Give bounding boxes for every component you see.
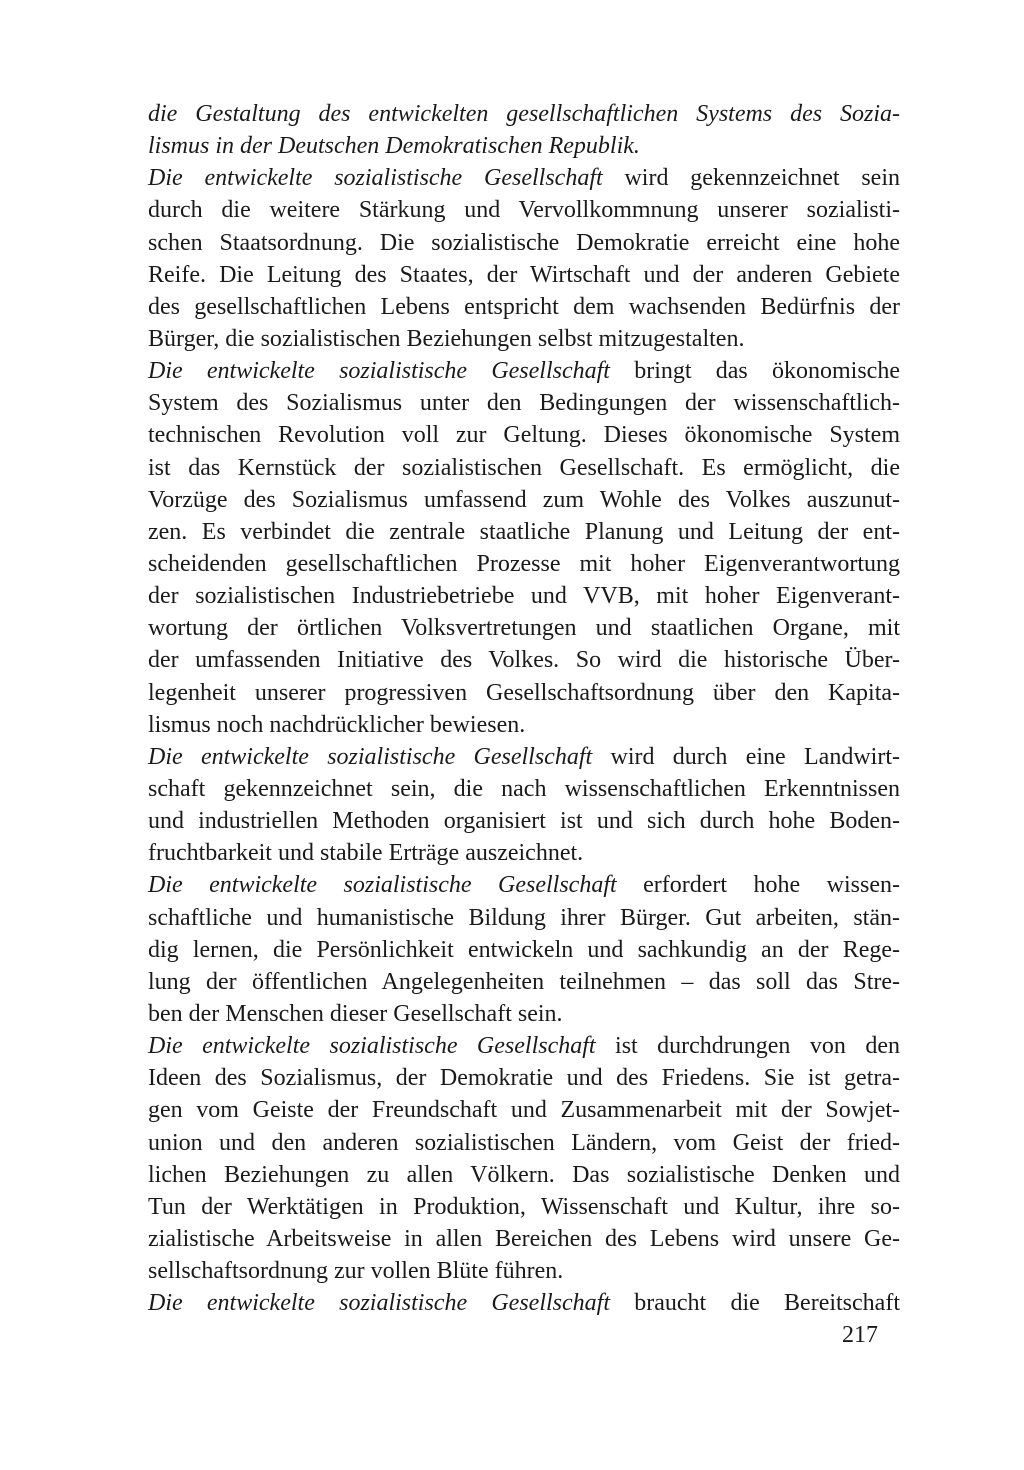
text-line: der sozialistischen Industriebetriebe und VVB, mit hoher Eigenverant-: [148, 583, 900, 610]
text-line: zialistische Arbeitsweise in allen Bereichen des Lebens wird unsere Ge-: [148, 1225, 900, 1252]
text-line: System des Sozialismus unter den Bedingungen der wissenschaftlich-: [148, 390, 900, 417]
text-line: fruchtbarkeit und stabile Erträge auszeichnet.: [148, 840, 584, 867]
text-line: Tun der Werktätigen in Produktion, Wissenschaft und Kultur, ihre so-: [148, 1193, 900, 1220]
text-line: zen. Es verbindet die zentrale staatliche Planung und Leitung der ent-: [148, 518, 900, 545]
text-line: ist das Kernstück der sozialistischen Gesellschaft. Es ermöglicht, die: [148, 454, 900, 481]
text-line: Vorzüge des Sozialismus umfassend zum Wohle des Volkes auszunut-: [148, 486, 900, 513]
text-line: Die entwickelte sozialistische Gesellschaft erfordert hohe wissen-: [148, 872, 900, 899]
text-line: durch die weitere Stärkung und Vervollkommnung unserer sozialisti-: [148, 197, 900, 224]
text-line: dig lernen, die Persönlichkeit entwickeln und sachkundig an der Rege-: [148, 936, 900, 963]
text-line: Die entwickelte sozialistische Gesellschaft ist durchdrungen von den: [148, 1033, 900, 1060]
text-line: schaftliche und humanistische Bildung ihrer Bürger. Gut arbeiten, stän-: [148, 904, 900, 931]
text-line: wortung der örtlichen Volksvertretungen und staatlichen Organe, mit: [148, 615, 900, 642]
text-line: lichen Beziehungen zu allen Völkern. Das sozialistische Denken und: [148, 1161, 900, 1188]
text-line: Die entwickelte sozialistische Gesellschaft bringt das ökonomische: [148, 358, 900, 385]
text-line: Ideen des Sozialismus, der Demokratie und des Friedens. Sie ist getra-: [148, 1065, 900, 1092]
text-line: schen Staatsordnung. Die sozialistische Demokratie erreicht eine hohe: [148, 229, 900, 256]
text-line: Die entwickelte sozialistische Gesellschaft braucht die Bereitschaft: [148, 1290, 900, 1317]
text-line: lismus in der Deutschen Demokratischen Republik.: [148, 133, 640, 160]
text-line: scheidenden gesellschaftlichen Prozesse mit hoher Eigenverantwortung: [148, 550, 900, 577]
text-line: und industriellen Methoden organisiert ist und sich durch hohe Boden-: [148, 808, 900, 835]
text-line: Bürger, die sozialistischen Beziehungen selbst mitzugestalten.: [148, 325, 745, 352]
text-line: Die entwickelte sozialistische Gesellschaft wird durch eine Landwirt-: [148, 743, 900, 770]
text-line: lung der öffentlichen Angelegenheiten teilnehmen – das soll das Stre-: [148, 968, 900, 995]
text-line: schaft gekennzeichnet sein, die nach wissenschaftlichen Erkenntnissen: [148, 775, 900, 802]
text-line: des gesellschaftlichen Lebens entspricht dem wachsenden Bedürfnis der: [148, 293, 900, 320]
text-line: die Gestaltung des entwickelten gesellschaftlichen Systems des Sozia-: [148, 101, 900, 127]
text-line: ben der Menschen dieser Gesellschaft sein.: [148, 1000, 563, 1027]
text-line: Die entwickelte sozialistische Gesellschaft wird gekennzeichnet sein: [148, 165, 900, 192]
text-line: der umfassenden Initiative des Volkes. So wird die historische Über-: [148, 647, 900, 674]
body-text: [148, 98, 900, 1319]
text-line: Reife. Die Leitung des Staates, der Wirtschaft und der anderen Gebiete: [148, 261, 900, 288]
text-line: technischen Revolution voll zur Geltung. Dieses ökonomische System: [148, 422, 900, 449]
text-line: gen vom Geiste der Freundschaft und Zusammenarbeit mit der Sowjet-: [148, 1097, 900, 1124]
text-line: sellschaftsordnung zur vollen Blüte führen.: [148, 1258, 564, 1285]
page-number: 217: [842, 1322, 878, 1348]
text-line: lismus noch nachdrücklicher bewiesen.: [148, 711, 526, 738]
text-line: legenheit unserer progressiven Gesellschaftsordnung über den Kapita-: [148, 679, 900, 706]
text-line: union und den anderen sozialistischen Ländern, vom Geist der fried-: [148, 1129, 900, 1156]
